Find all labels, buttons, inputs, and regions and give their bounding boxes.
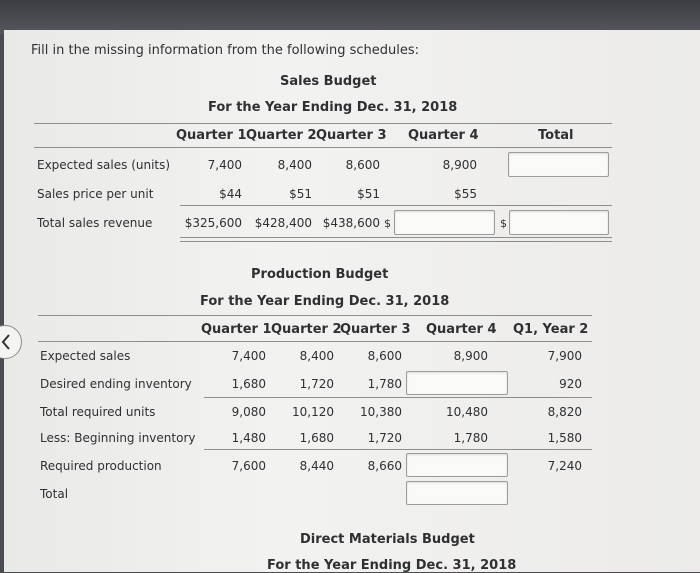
direct-materials-subtitle: For the Year Ending Dec. 31, 2018 (267, 558, 517, 573)
sales-header-q1: Quarter 1 (176, 128, 247, 143)
chevron-left-icon (1, 334, 11, 350)
sales-header-q3: Quarter 3 (316, 128, 387, 143)
production-row-label: Desired ending inventory (40, 377, 192, 391)
sales-revenue-q2: $428,400 (254, 216, 312, 230)
production-ending-inv-q3: 1,780 (367, 377, 402, 391)
production-expected-q3: 8,600 (367, 349, 402, 363)
production-row-label: Total required units (40, 405, 156, 419)
production-row-label: Required production (40, 459, 162, 473)
sales-units-q4: 8,900 (442, 158, 477, 172)
sales-revenue-q3: $438,600 (322, 216, 380, 230)
production-total-input[interactable] (406, 481, 508, 505)
production-header-bottom-rule (38, 341, 592, 342)
production-expected-q1: 7,400 (231, 349, 266, 363)
sales-double-rule (180, 237, 612, 242)
worksheet (4, 30, 700, 572)
sales-header-q2: Quarter 2 (246, 128, 317, 143)
sales-revenue-q1: $325,600 (184, 216, 242, 230)
sales-revenue-total-dollar: $ (500, 217, 507, 230)
production-row-label: Expected sales (40, 349, 131, 363)
sales-units-total-input[interactable] (508, 152, 609, 177)
production-header-q1: Quarter 1 (201, 322, 272, 337)
direct-materials-title: Direct Materials Budget (300, 532, 475, 547)
instructions-text: Fill in the missing information from the following schedules: (31, 43, 420, 58)
production-output-q2: 8,440 (299, 459, 334, 473)
production-ending-inv-q4-input[interactable] (406, 371, 508, 395)
production-row-label: Less: Beginning inventory (40, 431, 196, 445)
production-required-q2: 10,120 (292, 405, 334, 419)
sales-price-q4: $55 (454, 187, 477, 201)
production-row-label: Total (40, 487, 69, 501)
production-header-rule (38, 315, 592, 316)
sales-header-rule (34, 123, 612, 124)
production-budget-subtitle: For the Year Ending Dec. 31, 2018 (200, 294, 450, 309)
production-required-q1y2: 8,820 (547, 405, 582, 419)
sales-units-q2: 8,400 (277, 158, 312, 172)
production-required-q3: 10,380 (360, 405, 402, 419)
production-header-q3: Quarter 3 (340, 322, 411, 337)
production-output-q3: 8,660 (367, 459, 402, 473)
sales-price-q1: $44 (219, 187, 242, 201)
production-required-q1: 9,080 (231, 405, 266, 419)
production-header-q2: Quarter 2 (271, 322, 342, 337)
production-output-q1: 7,600 (231, 459, 266, 473)
sales-revenue-total-input[interactable] (509, 210, 609, 235)
production-header-q1-year2: Q1, Year 2 (513, 322, 589, 337)
production-output-q4-input[interactable] (406, 453, 508, 477)
production-ending-inv-q1: 1,680 (231, 377, 266, 391)
sales-budget-title: Sales Budget (280, 74, 377, 89)
sales-row-label: Sales price per unit (37, 187, 154, 201)
sales-units-q3: 8,600 (345, 158, 380, 172)
production-ending-inv-q1y2: 920 (559, 377, 582, 391)
production-output-q1y2: 7,240 (547, 459, 582, 473)
window-top-bar (0, 0, 700, 34)
production-ending-inv-q2: 1,720 (299, 377, 334, 391)
production-beginning-inv-q4: 1,780 (453, 431, 488, 445)
sales-revenue-q4-dollar: $ (384, 217, 391, 230)
production-beginning-inv-q1y2: 1,580 (547, 431, 582, 445)
production-beginning-inv-q1: 1,480 (231, 431, 266, 445)
sales-price-q2: $51 (289, 187, 312, 201)
sales-units-q1: 7,400 (207, 158, 242, 172)
sales-revenue-q4-input[interactable] (394, 210, 495, 235)
sales-header-total: Total (538, 128, 574, 143)
production-budget-title: Production Budget (251, 267, 389, 282)
production-beginning-inv-q2: 1,680 (299, 431, 334, 445)
sales-header-q4: Quarter 4 (408, 128, 479, 143)
production-header-q4: Quarter 4 (426, 322, 497, 337)
production-beginning-inv-q3: 1,720 (367, 431, 402, 445)
sales-price-q3: $51 (357, 187, 380, 201)
sales-budget-subtitle: For the Year Ending Dec. 31, 2018 (208, 100, 458, 115)
production-expected-q4: 8,900 (453, 349, 488, 363)
sales-price-rule (180, 205, 612, 206)
production-inventory-rule (204, 397, 592, 398)
sales-row-label: Total sales revenue (37, 216, 153, 230)
production-required-q4: 10,480 (446, 405, 488, 419)
sales-header-bottom-rule (34, 147, 612, 148)
production-expected-q2: 8,400 (299, 349, 334, 363)
production-expected-q1y2: 7,900 (547, 349, 582, 363)
sales-row-label: Expected sales (units) (37, 158, 171, 172)
production-beginning-rule (204, 449, 592, 450)
